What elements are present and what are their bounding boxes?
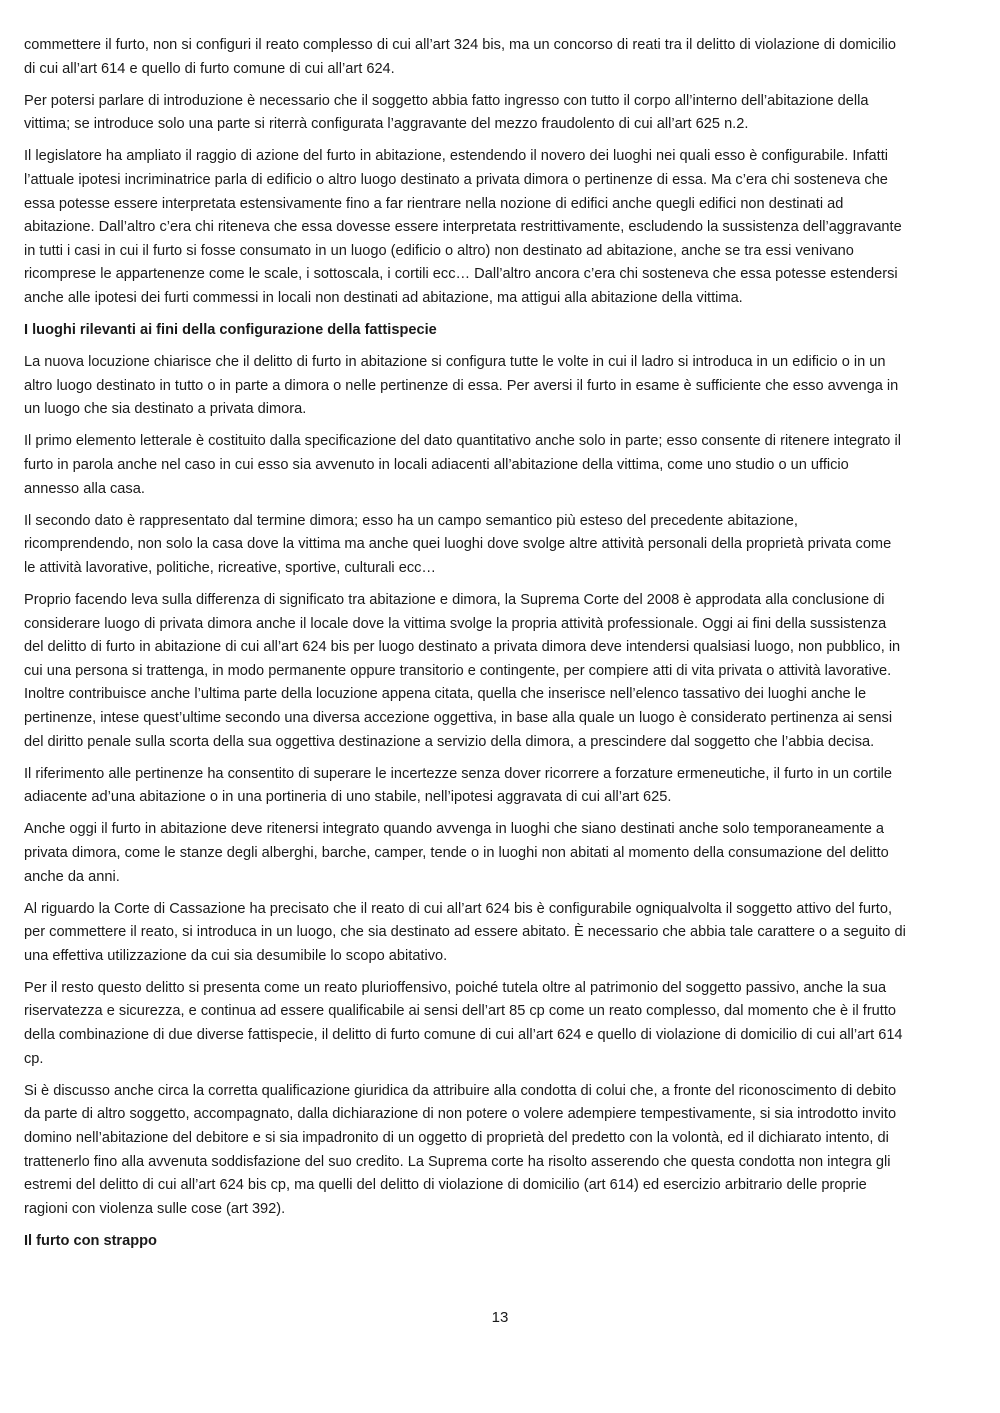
- paragraph: Si è discusso anche circa la corretta qualificazione giuridica da attribuire alla condotta di colui che, a fronte del riconoscimento di debito da parte di altro soggetto, accompagnato, dalla dichiarazione di non potere o volere adempiere tempestivamente, si sia introdotto invito domino nell’abitazione del debitore e si sia impadronito di un oggetto di proprietà del predetto con la volontà, ed il dichiarato intento, di trattenerlo fino alla avvenuta soddisfazione del suo credito. La Suprema corte ha risolto asserendo che questa condotta non integra gli estremi del delitto di cui all’art 624 bis cp, ma quelli del delitto di violazione di domicilio (art 614) ed esercizio arbitrario delle proprie ragioni con violenza sulle cose (art 392).: [24, 1082, 897, 1217]
- paragraph: Il primo elemento letterale è costituito dalla specificazione del dato quantitativo anche solo in parte; esso consente di ritenere integrato il furto in parola anche nel caso in cui esso sia avvenuto in locali adiacenti all’abitazione della vittima, come uno studio o un ufficio annesso alla casa.: [24, 433, 901, 497]
- paragraph: Il legislatore ha ampliato il raggio di azione del furto in abitazione, estendendo il novero dei luoghi nei quali esso è configurabile. Infatti l’attuale ipotesi incriminatrice parla di edificio o altro luogo destinato a privata dimora o pertinenze di essa. Ma c’era chi sosteneva che essa potesse essere interpretata estensivamente fino a far rientrare nella nozione di edifici anche quegli edifici non destinati ad abitazione. Dall’altro c’era chi riteneva che essa dovesse essere interpretata restrittivamente, escludendo la sussistenza dell’aggravante in tutti i casi in cui il furto si fosse consumato in un luogo (edificio o altro) non destinato ad abitazione, anche se tra essi venivano ricomprese le appartenenze come le scale, i sottoscala, i cortili ecc… Dall’altro ancora c’era chi sosteneva che essa potesse estendersi anche alle ipotesi dei furti commessi in locali non destinati ad abitazione, ma attigui alla abitazione della vittima.: [24, 148, 902, 306]
- paragraph: Il secondo dato è rappresentato dal termine dimora; esso ha un campo semantico più esteso del precedente abitazione, ricomprendendo, non solo la casa dove la vittima ma anche quei luoghi dove svolge altre attività personali della proprietà privata come le attività lavorative, politiche, ricreative, sportive, culturali ecc…: [24, 512, 892, 576]
- paragraph: commettere il furto, non si configuri il reato complesso di cui all’art 324 bis, ma un concorso di reati tra il delitto di violazione di domicilio di cui all’art 614 e quello di furto comune di cui all’art 624.: [24, 37, 896, 77]
- paragraph: La nuova locuzione chiarisce che il delitto di furto in abitazione si configura tutte le volte in cui il ladro si introduca in un edificio o in un altro luogo destinato in tutto o in parte a dimora o nelle pertinenze di essa. Per aversi il furto in esame è sufficiente che esso avvenga in un luogo che sia destinato a privata dimora.: [24, 354, 899, 418]
- page-number: 13: [491, 1309, 509, 1326]
- section-heading: I luoghi rilevanti ai fini della configurazione della fattispecie: [24, 322, 437, 339]
- document-body: [24, 34, 906, 1262]
- paragraph: Al riguardo la Corte di Cassazione ha precisato che il reato di cui all’art 624 bis è configurabile ogniqualvolta il soggetto attivo del furto, per commettere il reato, si introduca in un luogo, che sia destinato ad essere abitato. È necessario che abbia tale carattere o a seguito di una effettiva utilizzazione da cui sia desumibile lo scopo abitativo.: [24, 900, 906, 964]
- section-heading: Il furto con strappo: [24, 1232, 157, 1249]
- paragraph: Per potersi parlare di introduzione è necessario che il soggetto abbia fatto ingresso con tutto il corpo all’interno dell’abitazione della vittima; se introduce solo una parte si riterrà configurata l’aggravante del mezzo fraudolento di cui all’art 625 n.2.: [24, 92, 869, 133]
- paragraph: Anche oggi il furto in abitazione deve ritenersi integrato quando avvenga in luoghi che siano destinati anche solo temporaneamente a privata dimora, come le stanze degli alberghi, barche, camper, tende o in luoghi non abitati al momento della consumazione del delitto anche da anni.: [24, 821, 889, 885]
- paragraph: Il riferimento alle pertinenze ha consentito di superare le incertezze senza dover ricorrere a forzature ermeneutiche, il furto in un cortile adiacente ad’una abitazione o in una portineria di uno stabile, nell’ipotesi aggravata di cui all’art 625.: [24, 765, 892, 806]
- paragraph: Per il resto questo delitto si presenta come un reato plurioffensivo, poiché tutela oltre al patrimonio del soggetto passivo, anche la sua riservatezza e sicurezza, e continua ad essere qualificabile ai sensi dell’art 85 cp come un reato complesso, dal momento che è il frutto della combinazione di due diverse fattispecie, il delitto di furto comune di cui all’art 624 e quello di violazione di domicilio di cui all’art 614 cp.: [24, 979, 903, 1067]
- paragraph: Proprio facendo leva sulla differenza di significato tra abitazione e dimora, la Suprema Corte del 2008 è approdata alla conclusione di considerare luogo di privata dimora anche il locale dove la vittima svolge la propria attività professionale. Oggi ai fini della sussistenza del delitto di furto in abitazione di cui all’art 624 bis per luogo destinato a privata dimora deve intendersi qualsiasi luogo, non pubblico, in cui una persona si trattenga, in modo permanente oppure transitorio e contingente, per compiere atti di vita privata o attività lavorative. Inoltre contribuisce anche l’ultima parte della locuzione appena citata, quella che inserisce nell’elenco tassativo dei luoghi anche le pertinenze, intese quest’ultime secondo una diversa accezione oggettiva, in base alla quale un luogo è considerato pertinenza ai sensi del diritto penale sulla scorta della sua oggettiva destinazione a servizio della dimora, a prescindere dal soggetto che l’abbia decisa.: [24, 591, 901, 750]
